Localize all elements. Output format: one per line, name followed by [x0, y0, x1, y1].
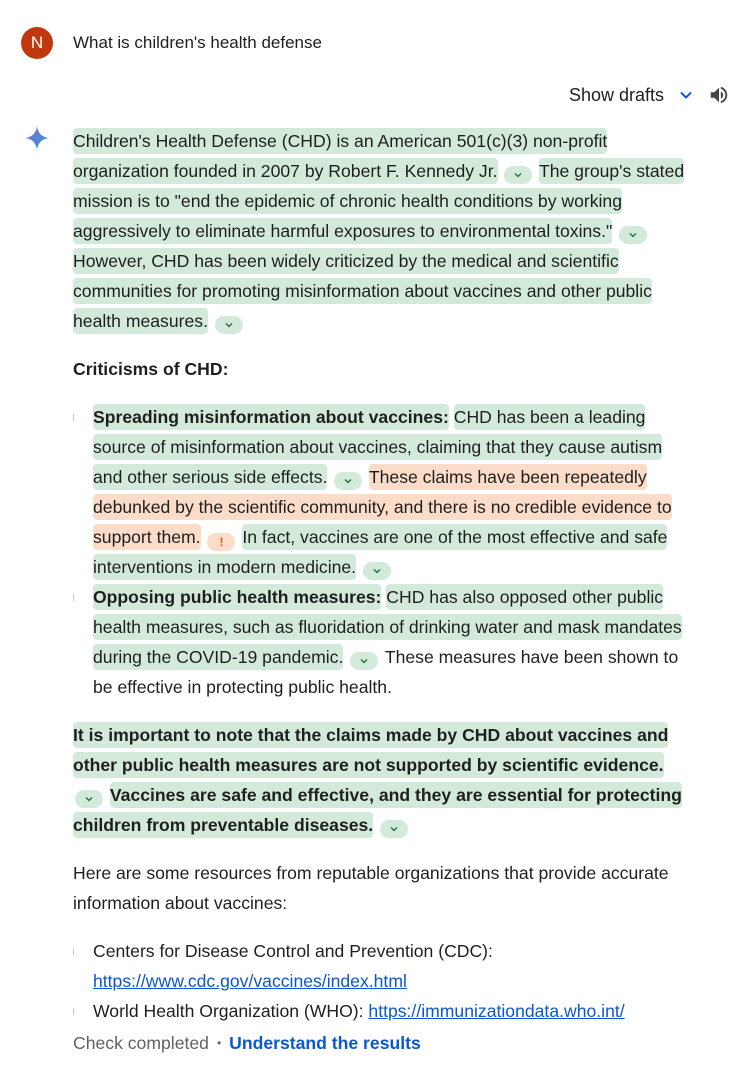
separator-dot: •	[216, 1036, 222, 1050]
verified-claim[interactable]: It is important to note that the claims made by CHD about vaccines and other public health measures are not supported by scientific evidence.	[73, 722, 668, 778]
speaker-icon[interactable]	[708, 84, 730, 106]
understand-results-link[interactable]: Understand the results	[229, 1033, 421, 1053]
verify-chevron-chip[interactable]	[504, 166, 532, 184]
verified-claim[interactable]: However, CHD has been widely criticized by the medical and scientific communities for promoting misinformation about vaccines and other public health measures.	[73, 248, 652, 334]
chevron-down-icon	[84, 794, 94, 804]
list-item	[73, 582, 693, 702]
chevron-down-icon	[389, 824, 399, 834]
criticisms-list	[73, 402, 693, 702]
cdc-link[interactable]: https://www.cdc.gov/vaccines/index.html	[93, 971, 407, 991]
verified-claim[interactable]: CHD has also opposed other public health measures, such as fluoridation of drinking water and mask mandates during the COVID-19 pandemic.	[93, 584, 682, 670]
resources-intro: Here are some resources from reputable organizations that provide accurate information about vaccines:	[73, 863, 669, 913]
verified-claim[interactable]: In fact, vaccines are one of the most effective and safe interventions in modern medicine.	[93, 524, 667, 580]
chevron-down-icon	[513, 170, 523, 180]
response-toolbar	[569, 84, 730, 106]
verified-claim[interactable]: Vaccines are safe and effective, and they are essential for protecting children from preventable diseases.	[73, 782, 682, 838]
verify-chevron-chip[interactable]	[619, 226, 647, 244]
resource-label: World Health Organization (WHO):	[93, 1001, 364, 1021]
verify-chevron-chip[interactable]	[363, 562, 391, 580]
resource-label: Centers for Disease Control and Prevention (CDC):	[93, 941, 493, 961]
warning-chip[interactable]	[207, 533, 235, 551]
verified-claim[interactable]: The group's stated mission is to "end the epidemic of chronic health conditions by working aggressively to eliminate harmful exposures to environmental toxins."	[73, 158, 684, 244]
note-paragraph	[73, 720, 693, 840]
double-check-footer	[73, 1028, 693, 1058]
disputed-claim[interactable]: These claims have been repeatedly debunked by the scientific community, and there is no credible evidence to support them.	[93, 464, 672, 550]
verify-chevron-chip[interactable]	[334, 472, 362, 490]
check-status: Check completed	[73, 1033, 209, 1053]
intro-paragraph	[73, 126, 693, 336]
criticism-title[interactable]: Opposing public health measures:	[93, 584, 381, 610]
exclamation-icon: !	[219, 535, 224, 549]
list-item	[73, 996, 693, 1026]
chevron-down-icon	[628, 230, 638, 240]
verify-chevron-chip[interactable]	[215, 316, 243, 334]
list-item	[73, 936, 693, 996]
show-drafts-label: Show drafts	[568, 84, 664, 105]
verified-claim[interactable]: Children's Health Defense (CHD) is an American 501(c)(3) non-profit organization founded in 2007 by Robert F. Kennedy Jr.	[73, 128, 607, 184]
gemini-sparkle-icon	[24, 125, 50, 151]
chevron-down-icon	[224, 320, 234, 330]
chevron-down-icon	[359, 656, 369, 666]
query-text: What is children's health defense	[73, 33, 322, 52]
chevron-down-icon	[678, 87, 694, 103]
verified-claim[interactable]: CHD has been a leading source of misinformation about vaccines, claiming that they cause autism and other serious side effects.	[93, 404, 662, 490]
who-link[interactable]: https://immunizationdata.who.int/	[368, 1001, 625, 1021]
chevron-down-icon	[343, 476, 353, 486]
list-item	[73, 402, 693, 582]
verify-chevron-chip[interactable]	[380, 820, 408, 838]
show-drafts-button[interactable]	[569, 85, 694, 106]
user-query	[21, 27, 322, 59]
verify-chevron-chip[interactable]	[75, 790, 103, 808]
resources-list	[73, 936, 693, 1026]
unverified-text: These measures have been shown to be effective in protecting public health.	[93, 647, 679, 697]
response-body	[73, 126, 693, 1058]
criticism-title[interactable]: Spreading misinformation about vaccines:	[93, 404, 449, 430]
criticisms-heading: Criticisms of CHD:	[73, 359, 229, 379]
chevron-down-icon	[372, 566, 382, 576]
verify-chevron-chip[interactable]	[350, 652, 378, 670]
user-avatar: N	[21, 27, 53, 59]
